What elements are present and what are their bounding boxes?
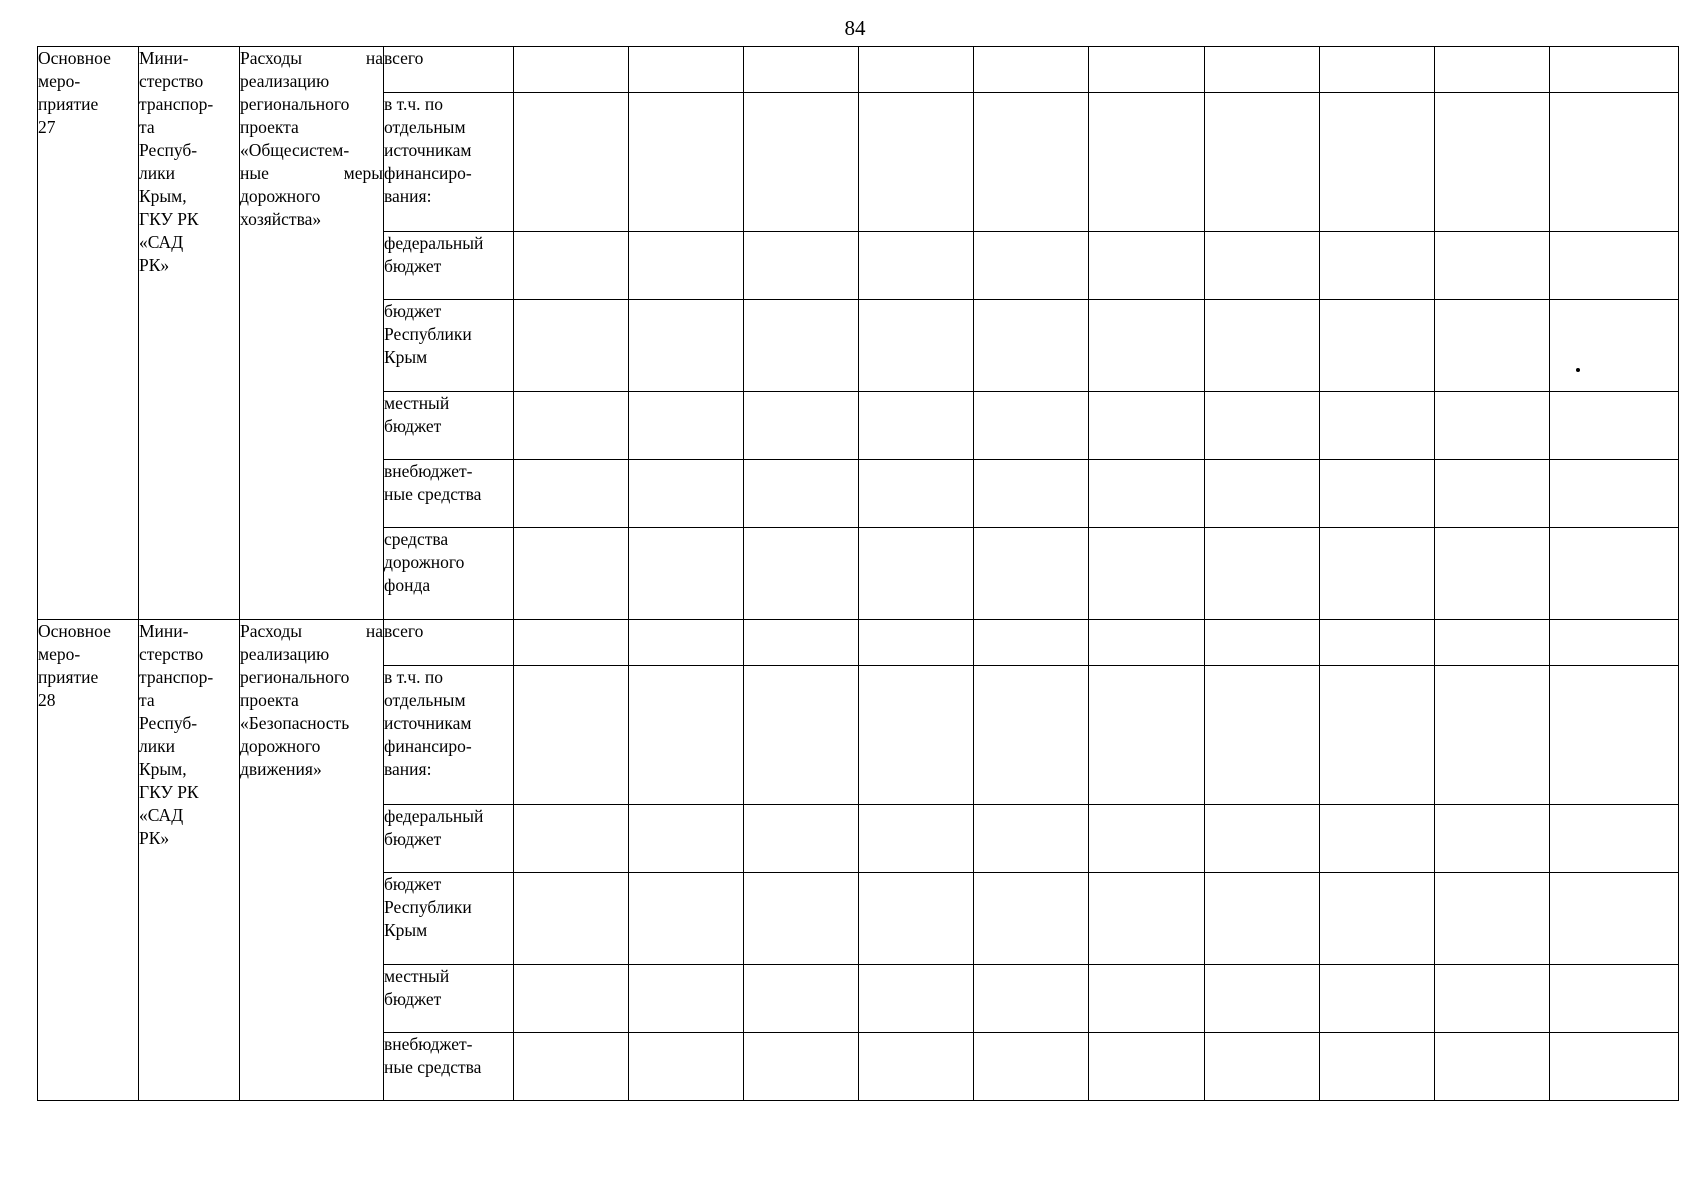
executor-line: транспор- <box>139 667 214 687</box>
value-cell <box>1205 1033 1320 1101</box>
value-cell <box>974 392 1089 460</box>
measure-line: приятие <box>38 667 99 687</box>
value-cell <box>1550 93 1679 232</box>
value-cell <box>744 965 859 1033</box>
executor-cell <box>139 620 240 1101</box>
value-cell <box>1320 93 1435 232</box>
value-cell <box>1550 805 1679 873</box>
funding-source-cell <box>384 873 514 965</box>
description-word: дорожного <box>240 736 321 756</box>
description-word: на <box>365 48 383 68</box>
description-word: дорожного <box>240 186 321 206</box>
description-line <box>240 689 383 712</box>
description-word: меры <box>343 163 383 183</box>
page-number: 84 <box>844 16 866 40</box>
value-cell <box>859 232 974 300</box>
funding-source-line: ные средства <box>384 484 482 504</box>
funding-source-line: в т.ч. по <box>384 94 444 114</box>
funding-source-line: федеральный <box>384 806 484 826</box>
value-cell <box>859 392 974 460</box>
value-cell <box>1320 1033 1435 1101</box>
executor-line: РК» <box>139 255 170 275</box>
executor-line: лики <box>139 736 175 756</box>
funding-source-line: дорожного <box>384 552 465 572</box>
value-cell <box>1435 666 1550 805</box>
value-cell <box>1550 300 1679 392</box>
funding-source-line: ные средства <box>384 1057 482 1077</box>
description-word: «Безопасность <box>240 713 350 733</box>
value-cell <box>744 666 859 805</box>
value-cell <box>974 1033 1089 1101</box>
value-cell <box>974 620 1089 666</box>
value-cell <box>1550 47 1679 93</box>
value-cell <box>629 666 744 805</box>
description-word: реализацию <box>240 644 330 664</box>
value-cell <box>514 620 629 666</box>
executor-line: та <box>139 690 155 710</box>
value-cell <box>1205 232 1320 300</box>
funding-source-line: внебюджет- <box>384 461 473 481</box>
funding-source-line: местный <box>384 966 450 986</box>
executor-line: Респуб- <box>139 140 198 160</box>
value-cell <box>514 1033 629 1101</box>
value-cell <box>514 93 629 232</box>
description-line <box>240 208 383 231</box>
value-cell <box>1205 47 1320 93</box>
measure-line: приятие <box>38 94 99 114</box>
value-cell <box>514 666 629 805</box>
funding-source-line: источникам <box>384 140 472 160</box>
value-cell <box>1320 965 1435 1033</box>
funding-source-cell <box>384 392 514 460</box>
value-cell <box>744 93 859 232</box>
value-cell <box>629 232 744 300</box>
description-cell <box>240 47 384 620</box>
value-cell <box>1550 620 1679 666</box>
executor-line: «САД <box>139 805 184 825</box>
value-cell <box>1550 965 1679 1033</box>
executor-line: РК» <box>139 828 170 848</box>
value-cell <box>1089 873 1205 965</box>
funding-source-line: в т.ч. по <box>384 667 444 687</box>
value-cell <box>744 620 859 666</box>
value-cell <box>1550 528 1679 620</box>
description-line <box>240 116 383 139</box>
measure-line: Основное <box>38 48 111 68</box>
value-cell <box>744 232 859 300</box>
value-cell <box>629 392 744 460</box>
description-word: «Общесистем- <box>240 140 350 160</box>
description-line <box>240 666 383 689</box>
executor-line: стерство <box>139 644 204 664</box>
executor-line: та <box>139 117 155 137</box>
description-line <box>240 643 383 666</box>
funding-source-cell <box>384 805 514 873</box>
funding-source-line: внебюджет- <box>384 1034 473 1054</box>
funding-source-line: фонда <box>384 575 431 595</box>
value-cell <box>1320 620 1435 666</box>
value-cell <box>974 300 1089 392</box>
value-cell <box>974 965 1089 1033</box>
table-body <box>38 47 1679 1101</box>
description-word: на <box>365 621 383 641</box>
value-cell <box>514 460 629 528</box>
funding-source-cell <box>384 460 514 528</box>
value-cell <box>744 528 859 620</box>
funding-source-cell <box>384 300 514 392</box>
value-cell <box>1435 300 1550 392</box>
funding-source-line: федеральный <box>384 233 484 253</box>
value-cell <box>859 460 974 528</box>
value-cell <box>1435 620 1550 666</box>
value-cell <box>1435 873 1550 965</box>
value-cell <box>1205 528 1320 620</box>
value-cell <box>1550 873 1679 965</box>
value-cell <box>1435 1033 1550 1101</box>
value-cell <box>629 805 744 873</box>
funding-source-line: отдельным <box>384 690 466 710</box>
measure-line: меро- <box>38 644 81 664</box>
executor-line: ГКУ РК <box>139 209 199 229</box>
value-cell <box>1205 873 1320 965</box>
funding-source-line: Республики <box>384 324 472 344</box>
funding-source-cell <box>384 528 514 620</box>
funding-table <box>37 46 1679 1101</box>
value-cell <box>1320 300 1435 392</box>
value-cell <box>859 965 974 1033</box>
value-cell <box>514 300 629 392</box>
value-cell <box>974 47 1089 93</box>
value-cell <box>859 666 974 805</box>
value-cell <box>744 460 859 528</box>
funding-source-cell <box>384 47 514 93</box>
measure-cell <box>38 620 139 1101</box>
executor-line: транспор- <box>139 94 214 114</box>
funding-source-line: бюджет <box>384 874 442 894</box>
value-cell <box>1320 805 1435 873</box>
value-cell <box>859 873 974 965</box>
value-cell <box>1320 528 1435 620</box>
value-cell <box>1550 666 1679 805</box>
value-cell <box>514 392 629 460</box>
value-cell <box>1089 47 1205 93</box>
value-cell <box>1089 1033 1205 1101</box>
value-cell <box>1435 460 1550 528</box>
value-cell <box>859 805 974 873</box>
value-cell <box>1089 805 1205 873</box>
value-cell <box>744 873 859 965</box>
value-cell <box>859 620 974 666</box>
value-cell <box>1550 232 1679 300</box>
description-line <box>240 758 383 781</box>
description-line <box>240 185 383 208</box>
value-cell <box>1089 392 1205 460</box>
value-cell <box>629 300 744 392</box>
value-cell <box>629 47 744 93</box>
value-cell <box>514 528 629 620</box>
description-line <box>240 712 383 735</box>
value-cell <box>1320 392 1435 460</box>
value-cell <box>1435 93 1550 232</box>
value-cell <box>1089 300 1205 392</box>
value-cell <box>1320 232 1435 300</box>
measure-line: меро- <box>38 71 81 91</box>
value-cell <box>974 873 1089 965</box>
funding-source-cell <box>384 965 514 1033</box>
value-cell <box>859 300 974 392</box>
description-word: регионального <box>240 94 350 114</box>
funding-source-line: всего <box>384 48 424 68</box>
value-cell <box>859 1033 974 1101</box>
value-cell <box>1435 528 1550 620</box>
table-row <box>38 620 1679 666</box>
value-cell <box>1205 392 1320 460</box>
funding-source-line: отдельным <box>384 117 466 137</box>
value-cell <box>629 1033 744 1101</box>
value-cell <box>629 93 744 232</box>
funding-source-line: Крым <box>384 347 428 367</box>
funding-source-line: всего <box>384 621 424 641</box>
value-cell <box>1089 460 1205 528</box>
value-cell <box>1089 965 1205 1033</box>
value-cell <box>514 805 629 873</box>
measure-line: Основное <box>38 621 111 641</box>
value-cell <box>1320 47 1435 93</box>
executor-cell <box>139 47 240 620</box>
measure-line: 27 <box>38 117 56 137</box>
funding-source-cell <box>384 232 514 300</box>
value-cell <box>744 392 859 460</box>
value-cell <box>629 965 744 1033</box>
executor-line: Крым, <box>139 759 187 779</box>
measure-cell <box>38 47 139 620</box>
value-cell <box>974 666 1089 805</box>
value-cell <box>1205 620 1320 666</box>
table-row <box>38 47 1679 93</box>
value-cell <box>859 528 974 620</box>
value-cell <box>629 873 744 965</box>
value-cell <box>1089 666 1205 805</box>
value-cell <box>1205 93 1320 232</box>
value-cell <box>1205 460 1320 528</box>
description-line <box>240 93 383 116</box>
value-cell <box>514 965 629 1033</box>
value-cell <box>1320 873 1435 965</box>
funding-source-cell <box>384 666 514 805</box>
value-cell <box>1320 460 1435 528</box>
value-cell <box>1435 965 1550 1033</box>
funding-source-cell <box>384 1033 514 1101</box>
executor-line: Мини- <box>139 621 189 641</box>
funding-source-cell <box>384 93 514 232</box>
funding-source-line: Крым <box>384 920 428 940</box>
value-cell <box>974 93 1089 232</box>
value-cell <box>1089 620 1205 666</box>
measure-line: 28 <box>38 690 56 710</box>
executor-line: ГКУ РК <box>139 782 199 802</box>
description-word: Расходы <box>240 621 303 641</box>
description-word: ные <box>240 163 269 183</box>
value-cell <box>1550 392 1679 460</box>
value-cell <box>974 528 1089 620</box>
value-cell <box>859 47 974 93</box>
funding-source-line: финансиро- <box>384 163 472 183</box>
value-cell <box>1550 460 1679 528</box>
funding-source-line: вания: <box>384 759 432 779</box>
value-cell <box>1205 666 1320 805</box>
value-cell <box>1205 805 1320 873</box>
value-cell <box>629 528 744 620</box>
description-line <box>240 70 383 93</box>
value-cell <box>974 460 1089 528</box>
value-cell <box>1320 666 1435 805</box>
description-cell <box>240 620 384 1101</box>
description-line <box>240 162 383 185</box>
description-word: хозяйства» <box>240 209 322 229</box>
value-cell <box>744 1033 859 1101</box>
description-line <box>240 735 383 758</box>
executor-line: Мини- <box>139 48 189 68</box>
executor-line: «САД <box>139 232 184 252</box>
funding-source-line: местный <box>384 393 450 413</box>
description-word: Расходы <box>240 48 303 68</box>
value-cell <box>1205 300 1320 392</box>
executor-line: Крым, <box>139 186 187 206</box>
description-word: регионального <box>240 667 350 687</box>
value-cell <box>1089 93 1205 232</box>
executor-line: лики <box>139 163 175 183</box>
description-word: проекта <box>240 690 299 710</box>
funding-source-line: бюджет <box>384 256 442 276</box>
funding-source-line: бюджет <box>384 989 442 1009</box>
funding-source-line: финансиро- <box>384 736 472 756</box>
value-cell <box>1550 1033 1679 1101</box>
description-word: движения» <box>240 759 322 779</box>
funding-source-line: бюджет <box>384 301 442 321</box>
value-cell <box>1089 528 1205 620</box>
funding-source-cell <box>384 620 514 666</box>
funding-source-line: источникам <box>384 713 472 733</box>
value-cell <box>1205 965 1320 1033</box>
funding-source-line: Республики <box>384 897 472 917</box>
funding-source-line: бюджет <box>384 416 442 436</box>
description-word: проекта <box>240 117 299 137</box>
value-cell <box>1435 392 1550 460</box>
value-cell <box>514 232 629 300</box>
value-cell <box>974 232 1089 300</box>
value-cell <box>744 805 859 873</box>
description-word: реализацию <box>240 71 330 91</box>
description-line <box>240 620 383 643</box>
description-line <box>240 139 383 162</box>
value-cell <box>514 47 629 93</box>
value-cell <box>1435 232 1550 300</box>
value-cell <box>1089 232 1205 300</box>
value-cell <box>514 873 629 965</box>
value-cell <box>1435 805 1550 873</box>
value-cell <box>629 620 744 666</box>
executor-line: Респуб- <box>139 713 198 733</box>
value-cell <box>744 47 859 93</box>
value-cell <box>859 93 974 232</box>
value-cell <box>629 460 744 528</box>
funding-source-line: бюджет <box>384 829 442 849</box>
value-cell <box>974 805 1089 873</box>
value-cell <box>744 300 859 392</box>
funding-source-line: вания: <box>384 186 432 206</box>
description-line <box>240 47 383 70</box>
executor-line: стерство <box>139 71 204 91</box>
funding-source-line: средства <box>384 529 449 549</box>
value-cell <box>1435 47 1550 93</box>
